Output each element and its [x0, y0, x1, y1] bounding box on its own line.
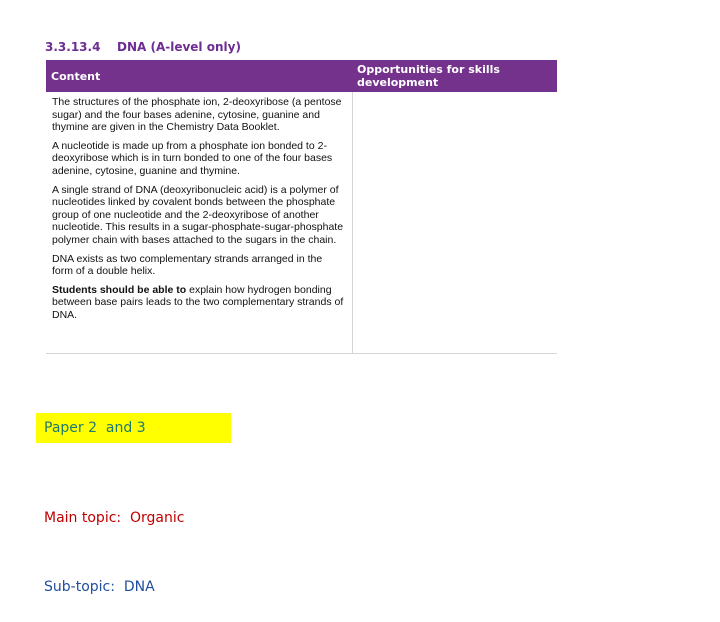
table-header-row	[46, 60, 557, 92]
section-heading	[45, 40, 241, 54]
content-paragraph: A single strand of DNA (deoxyribonucleic acid) is a polymer of nucleotides linked by covalent bonds between the phosphate group of one nucleotide and the 2-deoxyribose of another nucleotide. This results in a sugar-phosphate-sugar-phosphate polymer chain with bases attached to the sugars in the chain.	[52, 183, 344, 246]
section-number: 3.3.13.4	[45, 40, 101, 54]
skills-header: Opportunities for skills development	[352, 60, 557, 92]
section-title: DNA (A-level only)	[117, 40, 241, 54]
main-topic: Main topic: Organic	[44, 510, 185, 526]
specification-table	[46, 60, 557, 354]
content-paragraph: DNA exists as two complementary strands arranged in the form of a double helix.	[52, 252, 323, 278]
students-paragraph	[52, 284, 346, 322]
students-text: explain how hydrogen bonding between base pairs leads to the two complementary strands of DNA.	[52, 283, 344, 321]
content-paragraph: A nucleotide is made up from a phosphate ion bonded to 2-deoxyribose which is in turn bonded to one of the four bases adenine, cytosine, guanine and thymine.	[52, 139, 333, 177]
paper-highlight-box	[36, 413, 231, 443]
skills-cell	[352, 92, 557, 354]
content-header: Content	[46, 60, 352, 92]
table-row	[46, 92, 557, 354]
content-cell	[46, 92, 352, 354]
students-bold-lead: Students should be able to	[52, 283, 187, 296]
content-paragraph: The structures of the phosphate ion, 2-deoxyribose (a pentose sugar) and the four bases adenine, cytosine, guanine and thymine are given in the Chemistry Data Booklet.	[52, 96, 342, 134]
topic-info	[44, 461, 184, 622]
paper-label: Paper 2 and 3	[44, 420, 146, 436]
sub-topic: Sub-topic: DNA	[44, 579, 155, 595]
